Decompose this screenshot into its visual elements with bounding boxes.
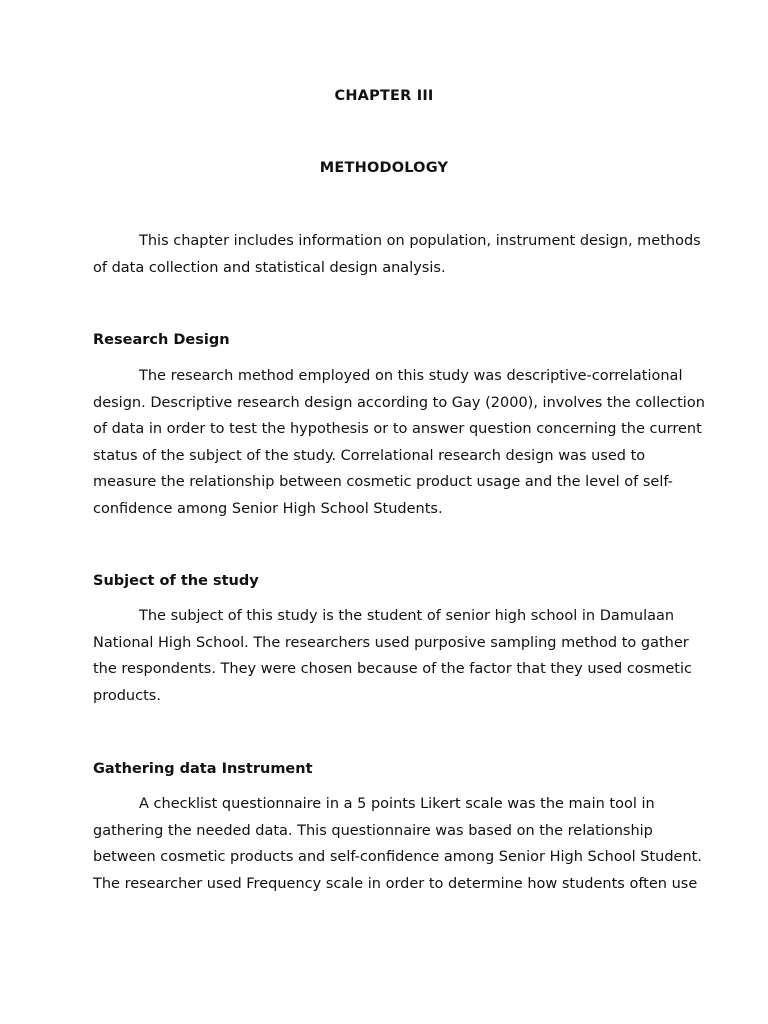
gathering-data-paragraph [93, 791, 702, 897]
paragraph-line: gathering the needed data. This questionnaire was based on the relationship [93, 822, 653, 839]
research-design-paragraph [93, 363, 705, 522]
paragraph-line: The researcher used Frequency scale in order to determine how students often use [93, 875, 698, 892]
section-heading-gathering-data-instrument: Gathering data Instrument [93, 761, 313, 777]
paragraph-line: confidence among Senior High School Students. [93, 500, 443, 517]
chapter-title: METHODOLOGY [319, 160, 449, 176]
paragraph-line: National High School. The researchers used purposive sampling method to gather [93, 634, 689, 651]
paragraph-line: the respondents. They were chosen because of the factor that they used cosmetic [93, 661, 692, 677]
paragraph-line: between cosmetic products and self-confidence among Senior High School Student. [93, 849, 702, 865]
paragraph-line: products. [93, 687, 161, 704]
paragraph-line: This chapter includes information on population, instrument design, methods [139, 233, 701, 249]
paragraph-line: measure the relationship between cosmetic product usage and the level of self- [93, 474, 673, 490]
subject-of-study-paragraph [93, 603, 692, 709]
paragraph-line: A checklist questionnaire in a 5 points Likert scale was the main tool in [139, 796, 655, 812]
paragraph-line: design. Descriptive research design according to Gay (2000), involves the collection [93, 394, 705, 411]
section-heading-research-design: Research Design [93, 332, 230, 348]
chapter-number: CHAPTER III [334, 88, 434, 104]
paragraph-line: of data in order to test the hypothesis or to answer question concerning the current [93, 421, 702, 437]
section-heading-subject-of-study: Subject of the study [93, 573, 259, 589]
paragraph-line: of data collection and statistical design analysis. [93, 259, 446, 276]
paragraph-line: The subject of this study is the student of senior high school in Damulaan [139, 608, 675, 624]
paragraph-line: The research method employed on this study was descriptive-correlational [139, 368, 683, 384]
paragraph-line: status of the subject of the study. Correlational research design was used to [93, 447, 646, 464]
intro-paragraph [93, 228, 701, 281]
